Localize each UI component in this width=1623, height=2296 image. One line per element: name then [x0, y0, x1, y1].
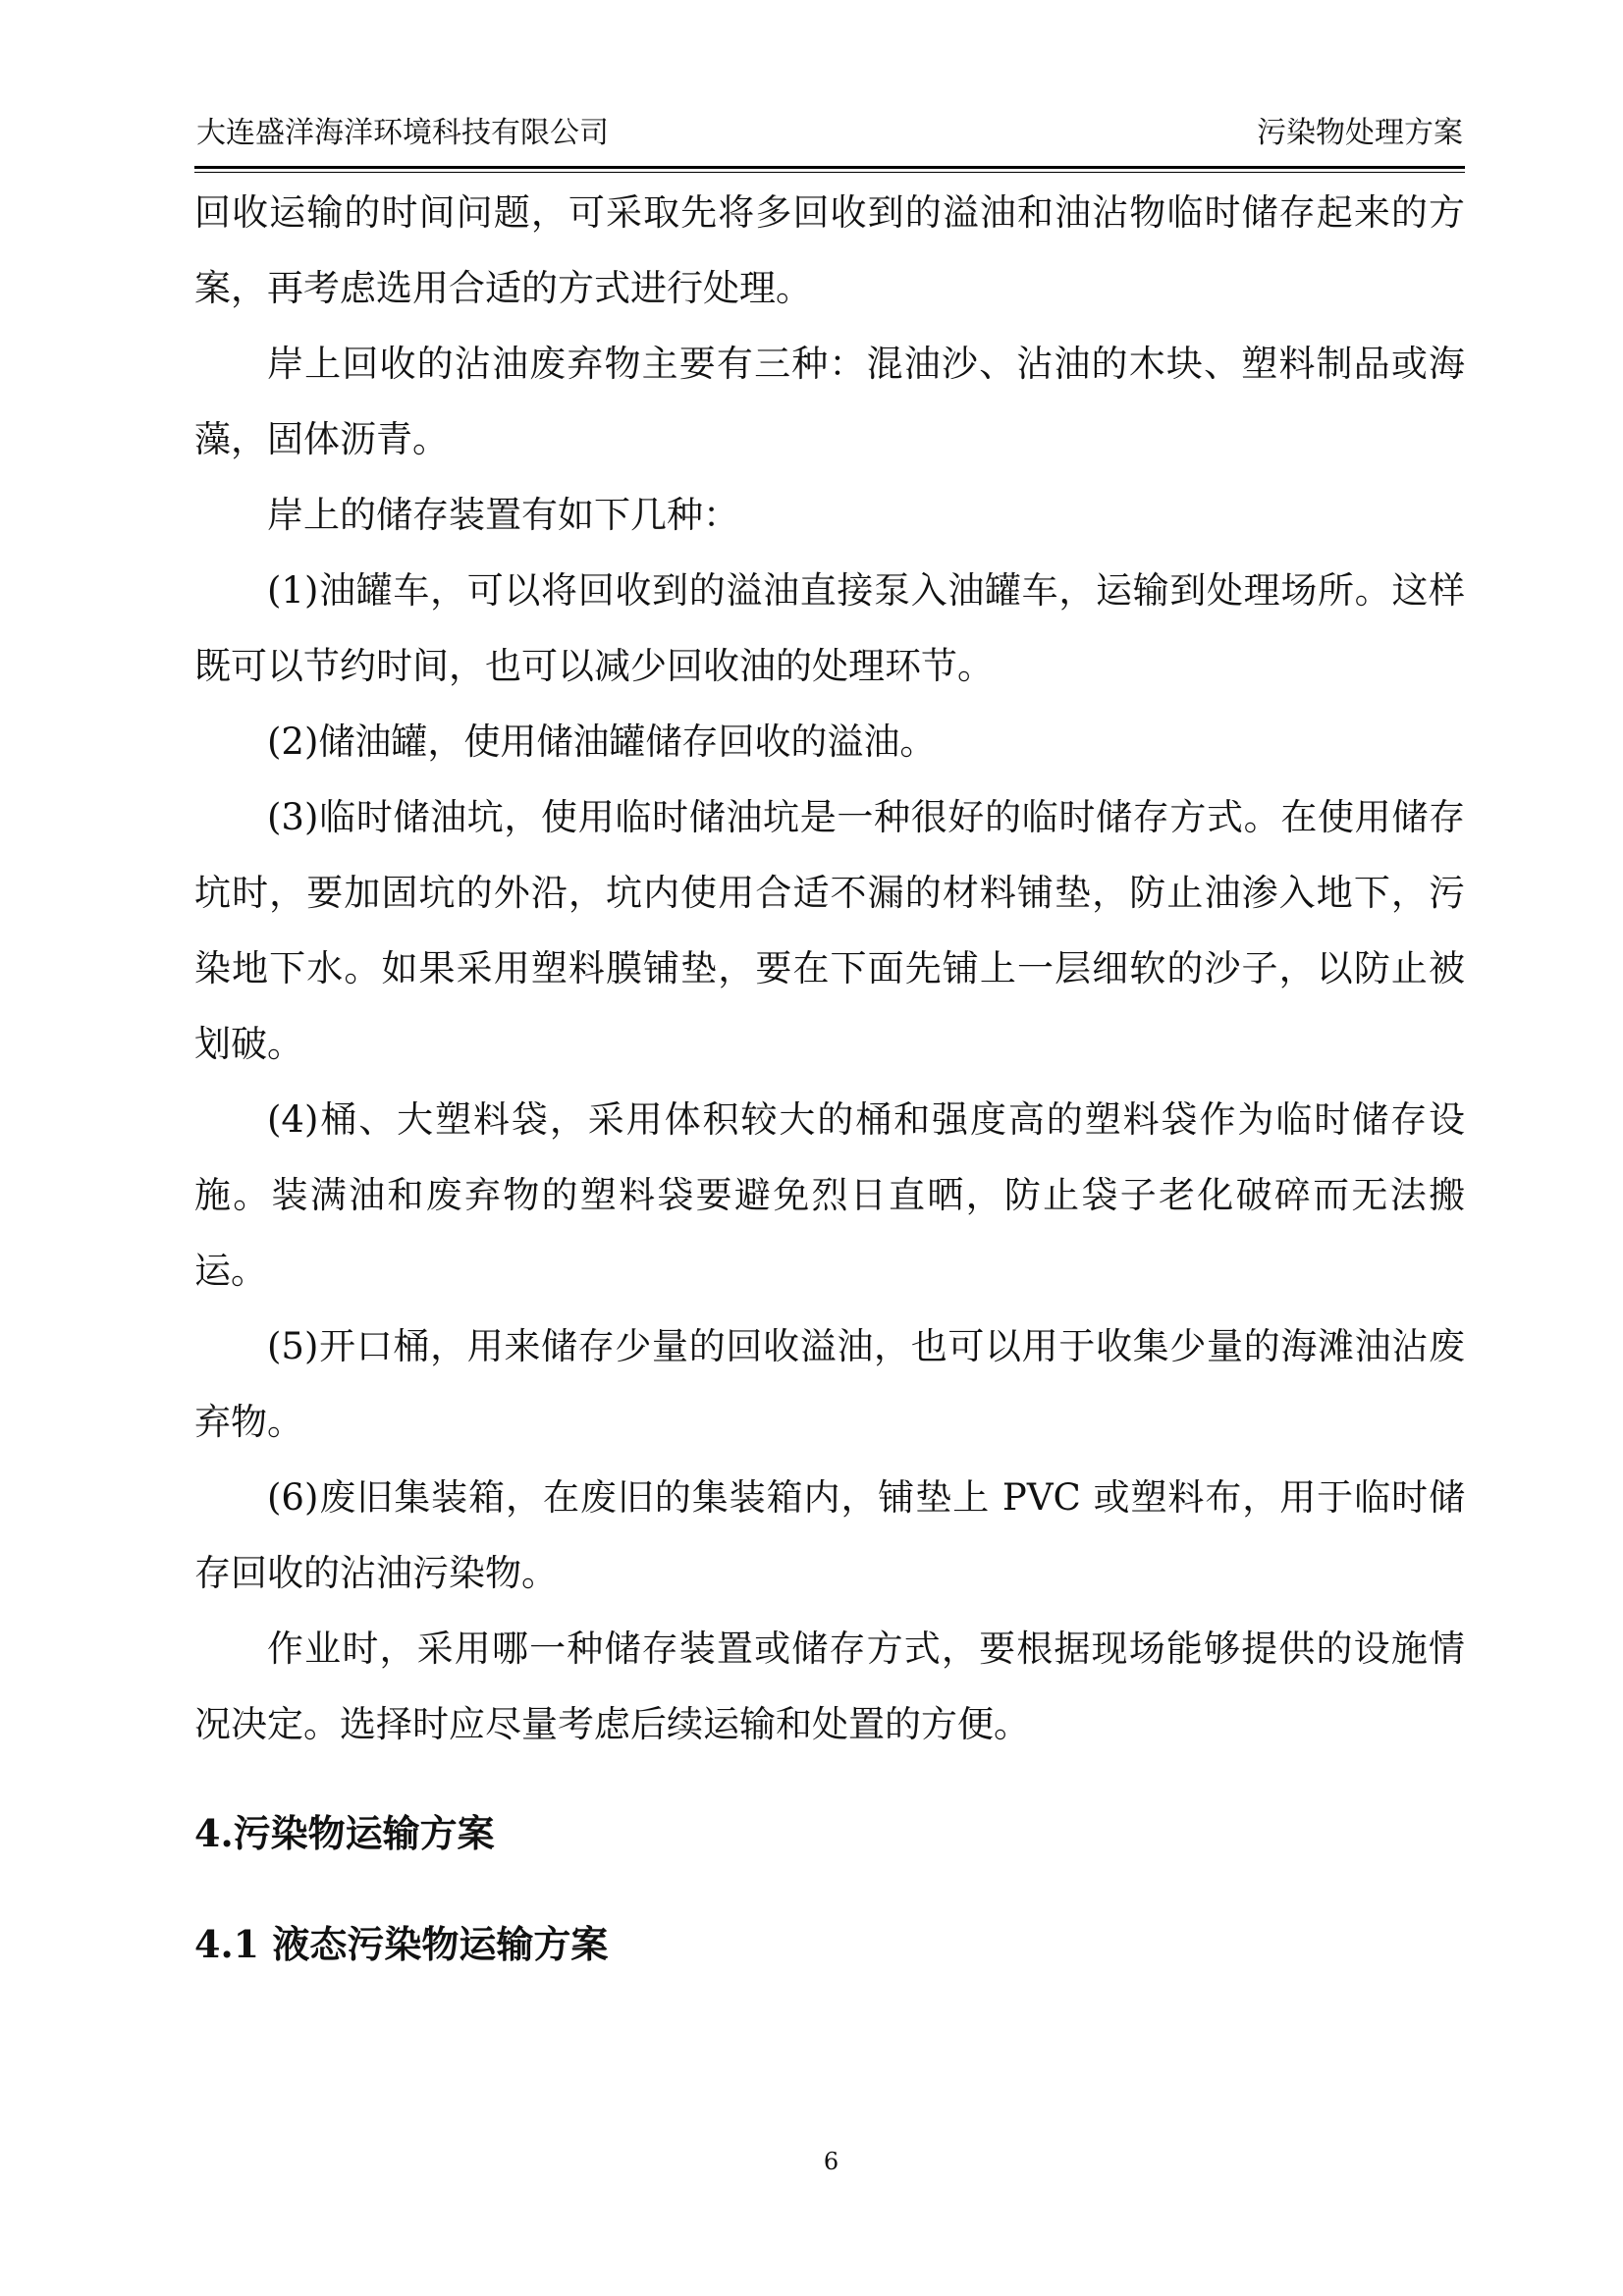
paragraph-selection-guidance: 作业时，采用哪一种储存装置或储存方式，要根据现场能够提供的设施情况决定。选择时应尽量考虑后续运输和处置的方便。: [194, 1628, 1465, 1745]
paragraph-storage-intro: 岸上的储存装置有如下几种：: [267, 494, 739, 536]
list-item-tanker-truck: (1)油罐车，可以将回收到的溢油直接泵入油罐车，运输到处理场所。这样既可以节约时间，也可以减少回收油的处理环节。: [194, 569, 1465, 687]
header-rule-thin: [194, 172, 1465, 173]
list-item-open-barrel: (5)开口桶，用来储存少量的回收溢油，也可以用于收集少量的海滩油沾废弃物。: [194, 1325, 1465, 1443]
page-number: 6: [823, 2148, 839, 2175]
header-document-title: 污染物处理方案: [1257, 116, 1463, 150]
section-heading: 4.污染物运输方案: [194, 1811, 495, 1855]
paragraph-continuation: 回收运输的时间问题，可采取先将多回收到的溢油和油沾物临时储存起来的方案，再考虑选用合适的方式进行处理。: [194, 191, 1465, 309]
subsection-heading: 4.1 液态污染物运输方案: [194, 1922, 609, 1966]
list-item-storage-tank: (2)储油罐，使用储油罐储存回收的溢油。: [267, 721, 937, 763]
header-rule-thick: [194, 166, 1465, 169]
list-item-temporary-pit: (3)临时储油坑，使用临时储油坑是一种很好的临时储存方式。在使用储存坑时，要加固坑的外沿，坑内使用合适不漏的材料铺垫，防止油渗入地下，污染地下水。如果采用塑料膜铺垫，要在下面先铺上一层细软的沙子，以防止被划破。: [194, 796, 1465, 1065]
list-item-barrels-bags: (4)桶、大塑料袋，采用体积较大的桶和强度高的塑料袋作为临时储存设施。装满油和废弃物的塑料袋要避免烈日直晒，防止袋子老化破碎而无法搬运。: [194, 1098, 1465, 1292]
paragraph-waste-types: 岸上回收的沾油废弃物主要有三种：混油沙、沾油的木块、塑料制品或海藻，固体沥青。: [194, 343, 1465, 460]
list-item-used-container: (6)废旧集装箱，在废旧的集装箱内，铺垫上 PVC 或塑料布，用于临时储存回收的沾油污染物。: [194, 1476, 1465, 1594]
document-body: [194, 175, 1465, 1982]
header-company-name: 大连盛洋海洋环境科技有限公司: [196, 116, 609, 150]
